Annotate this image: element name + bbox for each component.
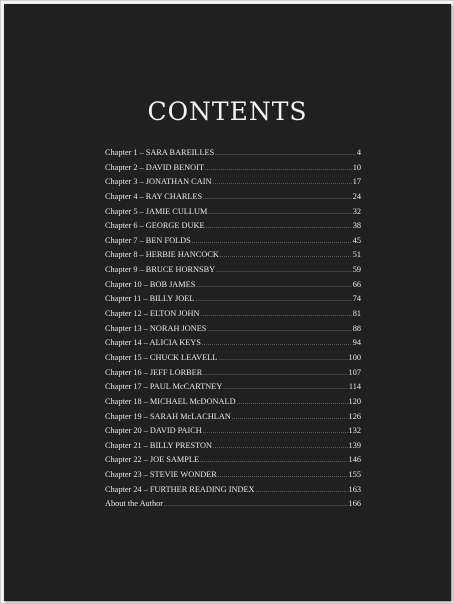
- toc-entry[interactable]: [105, 453, 361, 468]
- toc-entry-page-number: 81: [352, 309, 361, 319]
- toc-entry-label: Chapter 13 – NORAH JONES: [105, 323, 207, 333]
- toc-entry-page-number: 88: [352, 323, 361, 333]
- toc-entry-page-number: 132: [348, 426, 361, 436]
- dot-leader: [196, 279, 351, 294]
- toc-entry-label: Chapter 22 – JOE SAMPLE: [105, 455, 200, 465]
- dot-leader: [195, 293, 351, 308]
- dot-leader: [164, 498, 347, 513]
- toc-entry-page-number: 114: [348, 382, 361, 392]
- toc-entry-label: Chapter 15 – CHUCK LEAVELL: [105, 352, 218, 362]
- dot-leader: [203, 367, 347, 382]
- toc-entry-page-number: 163: [348, 484, 361, 494]
- toc-entry-page-number: 66: [352, 279, 361, 289]
- toc-entry[interactable]: [105, 395, 361, 410]
- dot-leader: [215, 147, 356, 162]
- toc-entry[interactable]: [105, 219, 361, 234]
- toc-entry-page-number: 45: [352, 235, 361, 245]
- dot-leader: [202, 337, 352, 352]
- dot-leader: [216, 264, 352, 279]
- toc-entry-label: Chapter 14 – ALICIA KEYS: [105, 338, 201, 348]
- toc-entry[interactable]: [105, 366, 361, 381]
- toc-entry-page-number: 146: [348, 455, 361, 465]
- dot-leader: [205, 162, 352, 177]
- toc-entry[interactable]: [105, 161, 361, 176]
- toc-entry[interactable]: [105, 497, 361, 512]
- toc-entry-label: Chapter 4 – RAY CHARLES: [105, 191, 203, 201]
- toc-entry[interactable]: [105, 336, 361, 351]
- toc-entry[interactable]: [105, 205, 361, 220]
- toc-entry-label: Chapter 23 – STEVIE WONDER: [105, 470, 217, 480]
- toc-entry-label: Chapter 21 – BILLY PRESTON: [105, 440, 213, 450]
- dot-leader: [208, 206, 351, 221]
- toc-entry[interactable]: [105, 483, 361, 498]
- toc-entry-page-number: 74: [352, 294, 361, 304]
- toc-entry-label: Chapter 1 – SARA BAREILLES: [105, 148, 215, 157]
- dot-leader: [200, 454, 348, 469]
- toc-entry-label: Chapter 7 – BEN FOLDS: [105, 235, 191, 245]
- toc-entry[interactable]: [105, 292, 361, 307]
- dot-leader: [220, 249, 352, 264]
- toc-entry-label: Chapter 5 – JAMIE CULLUM: [105, 206, 208, 216]
- toc-entry-label: Chapter 16 – JEFF LORBER: [105, 367, 203, 377]
- dot-leader: [218, 469, 348, 484]
- toc-entry[interactable]: [105, 351, 361, 366]
- toc-entry[interactable]: [105, 410, 361, 425]
- toc-entry[interactable]: [105, 248, 361, 263]
- toc-entry-label: Chapter 2 – DAVID BENOIT: [105, 162, 204, 172]
- dot-leader: [206, 220, 352, 235]
- toc-entry-page-number: 32: [352, 206, 361, 216]
- toc-entry-label: Chapter 9 – BRUCE HORNSBY: [105, 265, 216, 275]
- toc-entry-page-number: 10: [352, 162, 361, 172]
- dot-leader: [237, 396, 348, 411]
- dot-leader: [218, 352, 347, 367]
- toc-entry-page-number: 155: [348, 470, 361, 480]
- toc-entry-label: Chapter 12 – ELTON JOHN: [105, 309, 200, 319]
- dot-leader: [232, 411, 348, 426]
- toc-entry-label: Chapter 11 – BILLY JOEL: [105, 294, 195, 304]
- toc-entry[interactable]: [105, 307, 361, 322]
- dot-leader: [203, 425, 348, 440]
- toc-entry-label: Chapter 17 – PAUL McCARTNEY: [105, 382, 223, 392]
- toc-entry-label: Chapter 3 – JONATHAN CAIN: [105, 177, 212, 187]
- toc-entry-page-number: 107: [348, 367, 361, 377]
- toc-entry-page-number: 139: [348, 440, 361, 450]
- toc-entry-page-number: 59: [352, 265, 361, 275]
- toc-entry-page-number: 100: [348, 352, 361, 362]
- dot-leader: [201, 308, 352, 323]
- toc-entry[interactable]: [105, 424, 361, 439]
- page-title: CONTENTS: [147, 97, 308, 126]
- dot-leader: [212, 176, 351, 191]
- toc-entry[interactable]: [105, 234, 361, 249]
- toc-entry[interactable]: [105, 468, 361, 483]
- toc-entry[interactable]: [105, 263, 361, 278]
- toc-entry-page-number: 4: [356, 148, 361, 157]
- toc-entry-page-number: 166: [348, 499, 361, 509]
- dot-leader: [203, 191, 352, 206]
- dot-leader: [213, 440, 348, 455]
- toc-entry[interactable]: [105, 380, 361, 395]
- toc-entry-page-number: 38: [352, 221, 361, 231]
- contents-page: [4, 4, 451, 601]
- toc-entry-label: Chapter 19 – SARAH McLACHLAN: [105, 411, 231, 421]
- toc-entry-label: Chapter 20 – DAVID PAICH: [105, 426, 202, 436]
- toc-entry-page-number: 126: [348, 411, 361, 421]
- toc-entry[interactable]: [105, 278, 361, 293]
- toc-entry-label: Chapter 8 – HERBIE HANCOCK: [105, 250, 219, 260]
- toc-entry[interactable]: [105, 439, 361, 454]
- toc-entry[interactable]: [105, 190, 361, 205]
- dot-leader: [256, 484, 348, 499]
- toc-entry[interactable]: [105, 322, 361, 337]
- dot-leader: [192, 235, 352, 250]
- toc-entry-label: Chapter 6 – GEORGE DUKE: [105, 221, 205, 231]
- table-of-contents: [105, 146, 361, 512]
- toc-entry-label: About the Author: [105, 499, 164, 509]
- toc-entry-page-number: 24: [352, 191, 361, 201]
- dot-leader: [223, 381, 348, 396]
- toc-entry[interactable]: [105, 146, 361, 161]
- toc-entry-page-number: 94: [352, 338, 361, 348]
- toc-entry-label: Chapter 18 – MICHAEL McDONALD: [105, 396, 236, 406]
- toc-entry-label: Chapter 10 – BOB JAMES: [105, 279, 196, 289]
- dot-leader: [207, 323, 351, 338]
- toc-entry[interactable]: [105, 175, 361, 190]
- toc-entry-page-number: 120: [348, 396, 361, 406]
- toc-entry-page-number: 17: [352, 177, 361, 187]
- toc-entry-page-number: 51: [352, 250, 361, 260]
- toc-entry-label: Chapter 24 – FURTHER READING INDEX: [105, 484, 255, 494]
